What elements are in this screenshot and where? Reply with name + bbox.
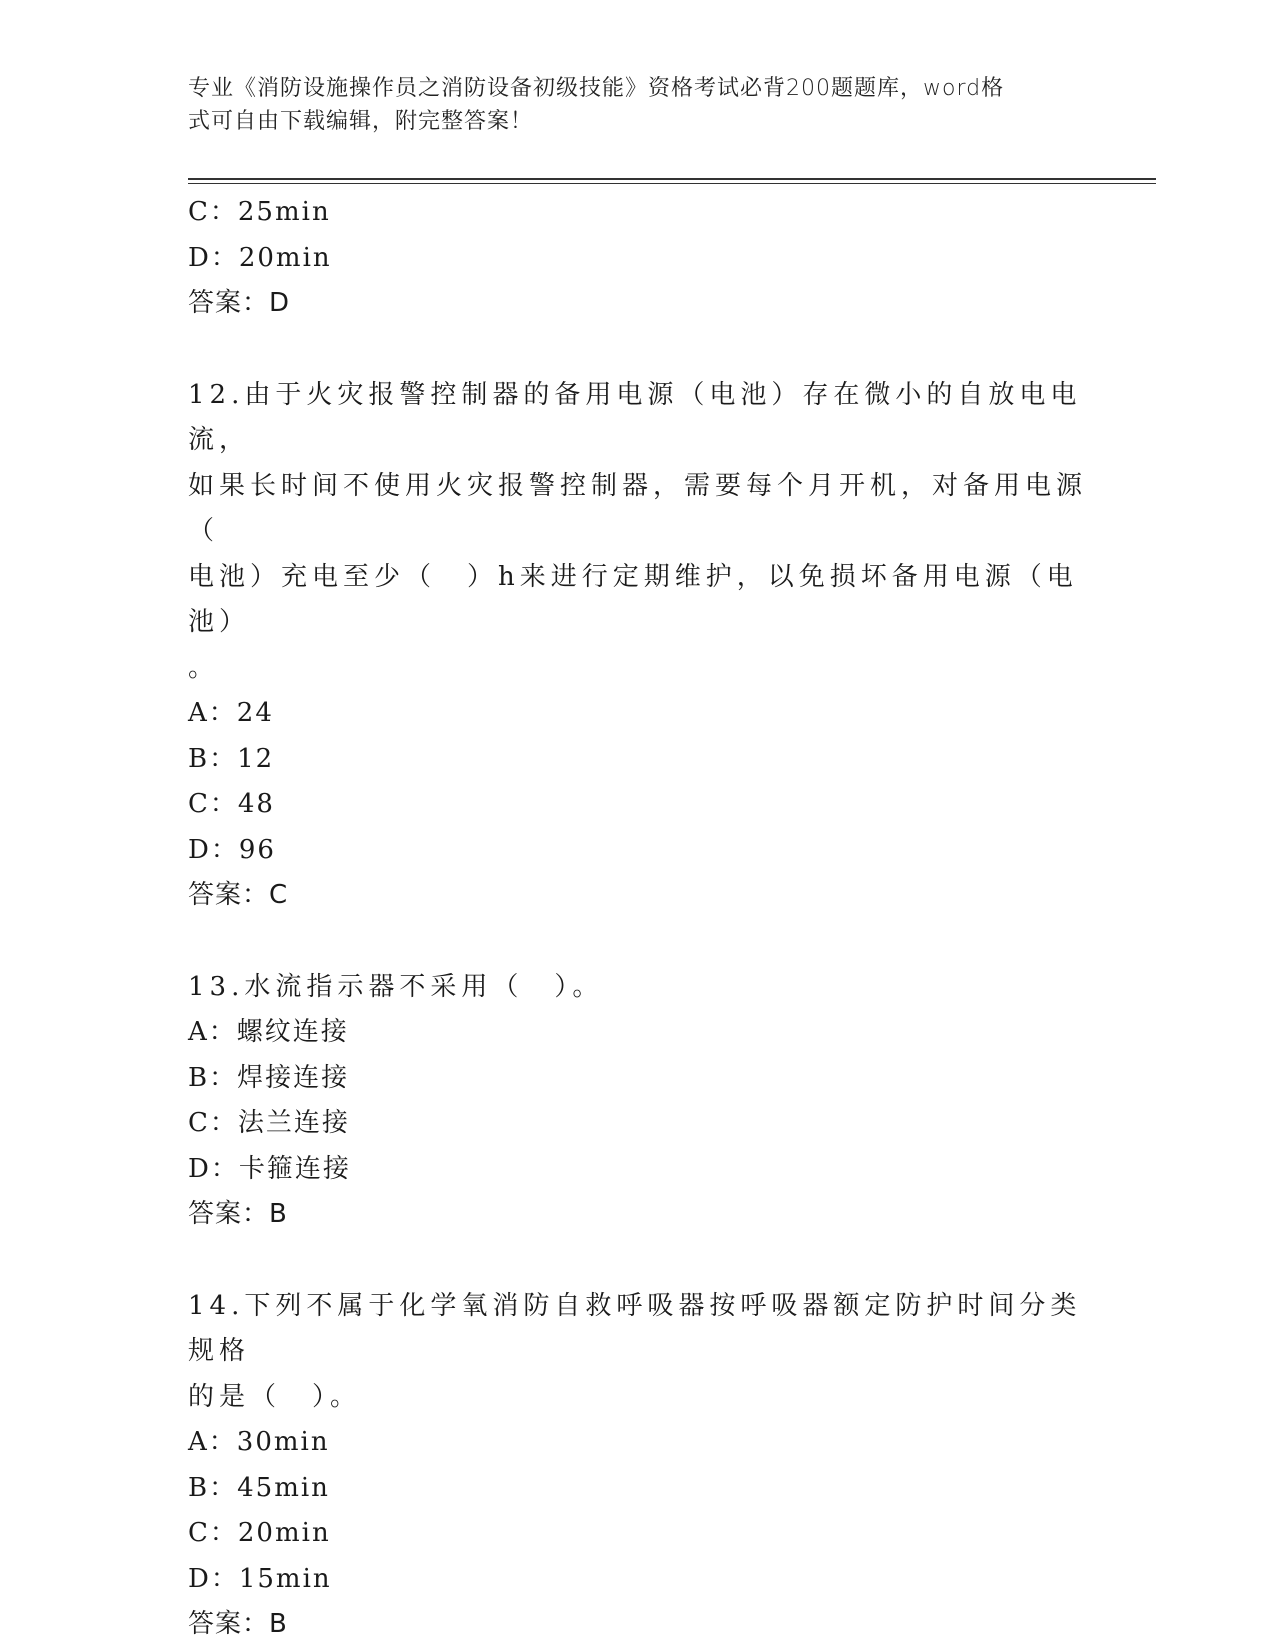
spacer: [188, 327, 1088, 373]
option-b: B：12: [188, 743, 275, 774]
question-12: [188, 373, 1088, 919]
question-stem-line: 。: [188, 652, 220, 683]
header-line-2: 式可自由下载编辑，附完整答案！: [188, 109, 534, 134]
question-stem-line: 电池）充电至少（ ）h来进行定期维护，以免损坏备用电源（电池）: [188, 561, 1078, 637]
option-d: D：15min: [188, 1563, 332, 1594]
header-divider-thin: [188, 183, 1156, 184]
question-stem-line: 14.下列不属于化学氧消防自救呼吸器按呼吸器额定防护时间分类规格: [188, 1290, 1082, 1366]
spacer: [188, 1238, 1088, 1284]
option-d: D：卡箍连接: [188, 1153, 351, 1184]
document-header: [188, 72, 1068, 138]
answer-label: 答案：B: [188, 1609, 288, 1639]
answer-label: 答案：D: [188, 288, 291, 318]
question-11: [188, 190, 1088, 327]
option-d: D：96: [188, 834, 276, 865]
option-b: B：45min: [188, 1472, 330, 1503]
question-stem-line: 12.由于火灾报警控制器的备用电源（电池）存在微小的自放电电流，: [188, 379, 1082, 455]
question-stem-line: 如果长时间不使用火灾报警控制器，需要每个月开机，对备用电源（: [188, 470, 1088, 546]
option-c: C：25min: [188, 197, 331, 227]
answer-label: 答案：C: [188, 880, 289, 910]
question-list: [188, 190, 1088, 1648]
option-c: C：法兰连接: [188, 1108, 350, 1138]
question-stem-line: 的是（ ）。: [188, 1381, 362, 1412]
spacer: [188, 919, 1088, 965]
answer-label: 答案：B: [188, 1199, 288, 1229]
option-d: D：20min: [188, 242, 332, 273]
header-line-1: 专业《消防设施操作员之消防设备初级技能》资格考试必背200题题库，word格: [188, 76, 1005, 101]
option-b: B：焊接连接: [188, 1062, 350, 1093]
question-13: [188, 965, 1088, 1238]
question-14: [188, 1284, 1088, 1648]
option-a: A：24: [188, 698, 274, 728]
option-c: C：20min: [188, 1518, 331, 1548]
question-stem-line: 13.水流指示器不采用（ ）。: [188, 971, 604, 1002]
header-divider-thick: [188, 178, 1156, 180]
option-c: C：48: [188, 789, 275, 819]
option-a: A：30min: [188, 1427, 330, 1457]
option-a: A：螺纹连接: [188, 1017, 349, 1047]
